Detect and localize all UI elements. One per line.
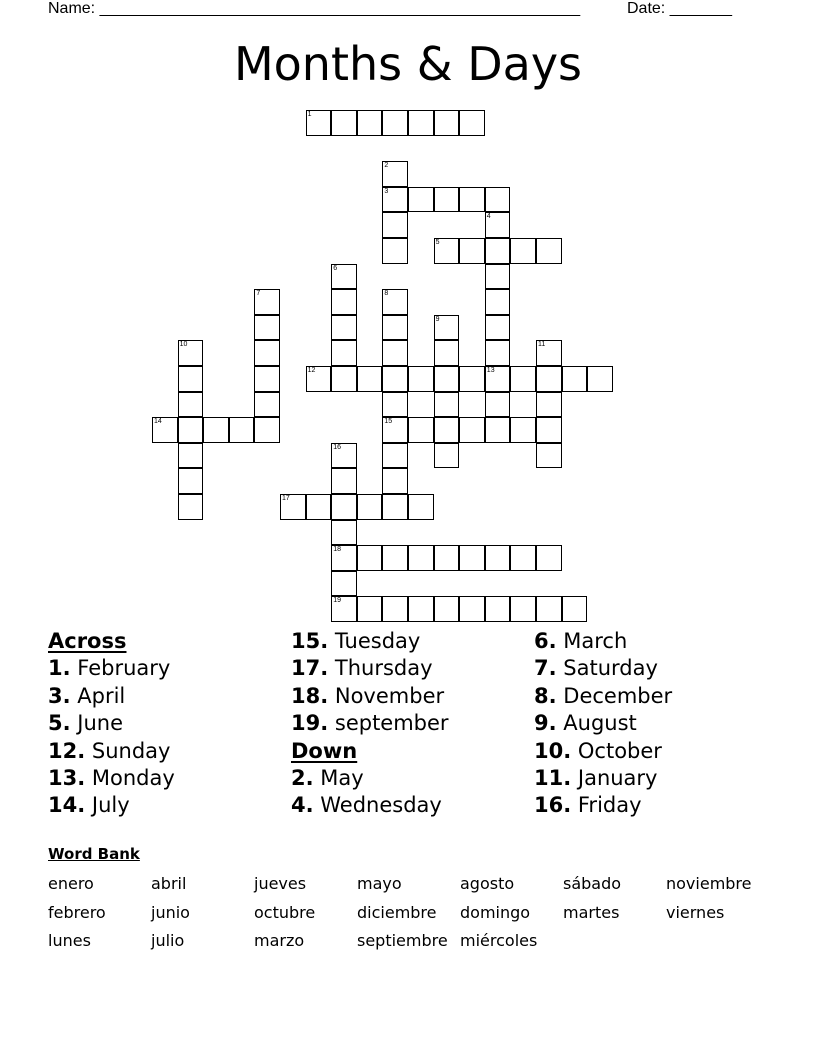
grid-cell[interactable]: [254, 315, 280, 341]
clue-number: 8.: [534, 683, 557, 708]
grid-cell[interactable]: [178, 494, 204, 520]
clue-number-label: 12: [307, 367, 316, 374]
clue-item: [534, 628, 672, 655]
clue-number: 12.: [48, 738, 86, 763]
word-bank-word: mayo: [357, 874, 402, 893]
grid-cell[interactable]: [357, 494, 383, 520]
grid-cell[interactable]: [382, 238, 408, 264]
grid-cell[interactable]: [587, 366, 613, 392]
grid-cell[interactable]: [203, 417, 229, 443]
clue-number: 4.: [291, 793, 314, 818]
clue-item: [534, 792, 672, 819]
grid-cell[interactable]: [459, 187, 485, 213]
page-title: Months & Days: [233, 37, 583, 91]
grid-cell[interactable]: [408, 110, 434, 136]
clue-text: Saturday: [556, 656, 658, 681]
grid-cell[interactable]: [485, 596, 511, 622]
clue-text: Friday: [571, 793, 642, 818]
clue-item: [48, 792, 175, 819]
grid-cell[interactable]: [382, 110, 408, 136]
clue-number: 14.: [48, 793, 86, 818]
clue-number: 9.: [534, 711, 557, 736]
grid-cell[interactable]: [485, 315, 511, 341]
grid-cell[interactable]: [178, 366, 204, 392]
clue-number-label: 6: [333, 264, 338, 272]
clue-column-3: [534, 628, 672, 820]
grid-cell[interactable]: [562, 596, 588, 622]
grid-cell[interactable]: [382, 468, 408, 494]
clue-number-label: 1: [307, 111, 312, 118]
clue-number-label: 5: [435, 239, 440, 246]
grid-cell[interactable]: [434, 417, 460, 443]
word-bank-word: jueves: [254, 874, 307, 893]
grid-cell[interactable]: [178, 443, 204, 469]
word-bank-word: sábado: [563, 874, 622, 893]
grid-cell[interactable]: [382, 545, 408, 571]
grid-cell[interactable]: [434, 340, 460, 366]
grid-cell[interactable]: [459, 366, 485, 392]
grid-cell[interactable]: [331, 110, 357, 136]
clue-item: [291, 655, 449, 682]
grid-cell[interactable]: [408, 545, 434, 571]
grid-cell[interactable]: [434, 596, 460, 622]
clue-number: 10.: [534, 738, 572, 763]
grid-cell[interactable]: [485, 264, 511, 290]
grid-cell[interactable]: [357, 596, 383, 622]
clue-text: Wednesday: [313, 793, 442, 818]
grid-cell[interactable]: [485, 238, 511, 264]
word-bank-word: viernes: [666, 902, 725, 922]
clue-item: [291, 792, 449, 819]
grid-cell[interactable]: [459, 110, 485, 136]
word-bank-word: domingo: [460, 902, 531, 922]
clue-text: October: [571, 738, 662, 763]
clue-item: [291, 710, 449, 737]
clue-number: 5.: [48, 711, 71, 736]
grid-cell[interactable]: [485, 545, 511, 571]
grid-cell[interactable]: [536, 596, 562, 622]
word-bank-word: martes: [563, 902, 620, 922]
clue-number: 6.: [534, 629, 557, 653]
clue-number: 3.: [48, 683, 71, 708]
grid-cell[interactable]: [254, 392, 280, 418]
clue-text: september: [328, 711, 449, 736]
grid-cell[interactable]: [331, 468, 357, 494]
grid-cell[interactable]: [408, 417, 434, 443]
grid-cell[interactable]: [382, 494, 408, 520]
clue-number: 19.: [291, 711, 329, 736]
grid-cell[interactable]: [357, 366, 383, 392]
grid-cell[interactable]: [485, 340, 511, 366]
clue-number-label: 8: [384, 290, 389, 298]
clue-number: 13.: [48, 766, 86, 791]
grid-cell[interactable]: [357, 545, 383, 571]
clue-item: [534, 765, 672, 792]
word-bank-word: junio: [151, 902, 190, 922]
word-bank-word: enero: [48, 874, 94, 893]
clue-item: [48, 683, 175, 710]
grid-cell[interactable]: [382, 392, 408, 418]
grid-cell[interactable]: [434, 366, 460, 392]
word-bank-word: miércoles: [460, 931, 538, 950]
down-heading: Down: [291, 738, 358, 763]
grid-cell[interactable]: [434, 187, 460, 213]
grid-cell[interactable]: [510, 417, 536, 443]
grid-cell[interactable]: [408, 187, 434, 213]
clue-text: November: [328, 683, 445, 708]
grid-cell[interactable]: [485, 417, 511, 443]
grid-cell[interactable]: [434, 443, 460, 469]
grid-cell[interactable]: [485, 289, 511, 315]
grid-cell[interactable]: [178, 468, 204, 494]
clue-number-label: 18: [333, 546, 341, 554]
grid-cell[interactable]: [510, 596, 536, 622]
clue-number-label: 11: [538, 341, 546, 349]
clue-text: May: [313, 766, 364, 791]
grid-cell[interactable]: [510, 238, 536, 264]
clue-item: [534, 738, 672, 765]
word-bank-word: octubre: [254, 902, 316, 922]
clue-column-2: [291, 628, 449, 820]
grid-cell[interactable]: [382, 596, 408, 622]
grid-cell[interactable]: [331, 340, 357, 366]
clue-number: 17.: [291, 656, 329, 681]
clue-number-label: 15: [384, 418, 393, 426]
clue-item: [534, 710, 672, 737]
grid-cell[interactable]: [485, 392, 511, 418]
clue-number-label: 3: [384, 187, 389, 195]
clue-number-label: 10: [179, 341, 188, 349]
grid-cell[interactable]: [536, 417, 562, 443]
clue-number-label: 19: [333, 597, 341, 605]
grid-cell[interactable]: [331, 315, 357, 341]
grid-cell[interactable]: [331, 494, 357, 520]
grid-cell[interactable]: [536, 443, 562, 469]
clue-text: Tuesday: [328, 629, 421, 653]
grid-cell[interactable]: [459, 417, 485, 443]
word-bank-word: abril: [151, 874, 187, 893]
date-field-line: Date: _______: [627, 0, 732, 17]
grid-cell[interactable]: [408, 366, 434, 392]
clue-item: [48, 655, 175, 682]
clue-item: [534, 683, 672, 710]
grid-cell[interactable]: [382, 443, 408, 469]
grid-cell[interactable]: [536, 366, 562, 392]
grid-cell[interactable]: [331, 520, 357, 546]
clue-item: [291, 683, 449, 710]
clue-item: [291, 628, 449, 655]
clue-text: July: [85, 793, 130, 818]
grid-cell[interactable]: [357, 110, 383, 136]
clue-text: Monday: [85, 766, 175, 791]
grid-cell[interactable]: [510, 366, 536, 392]
clue-number: 1.: [48, 656, 71, 681]
clue-text: April: [70, 683, 126, 708]
grid-cell[interactable]: [536, 392, 562, 418]
clue-number-label: 13: [486, 367, 495, 374]
grid-cell[interactable]: [331, 571, 357, 597]
grid-cell[interactable]: [408, 494, 434, 520]
clue-item: [48, 710, 175, 737]
grid-cell[interactable]: [306, 494, 332, 520]
clue-number-label: 7: [256, 290, 261, 298]
clue-number: 2.: [291, 766, 314, 791]
grid-cell[interactable]: [434, 110, 460, 136]
grid-cell[interactable]: [254, 417, 280, 443]
clue-item: [291, 765, 449, 792]
clue-item: [48, 738, 175, 765]
clue-text: August: [556, 711, 637, 736]
clue-number: 15.: [291, 629, 329, 653]
grid-cell[interactable]: [536, 545, 562, 571]
grid-cell[interactable]: [408, 596, 434, 622]
grid-cell[interactable]: [382, 366, 408, 392]
clue-number-label: 17: [282, 495, 290, 502]
grid-cell[interactable]: [485, 187, 511, 213]
word-bank-word: noviembre: [666, 874, 752, 893]
clue-number-label: 16: [333, 443, 341, 451]
grid-cell[interactable]: [254, 340, 280, 366]
clue-text: February: [70, 656, 171, 681]
grid-cell[interactable]: [331, 366, 357, 392]
grid-cell[interactable]: [434, 392, 460, 418]
clue-text: March: [556, 629, 628, 653]
clue-item: [534, 655, 672, 682]
clue-item: [48, 765, 175, 792]
clue-number: 11.: [534, 766, 572, 791]
word-bank-word: marzo: [254, 931, 305, 950]
word-bank-word: septiembre: [357, 931, 448, 950]
grid-cell[interactable]: [178, 392, 204, 418]
clue-number: 18.: [291, 683, 329, 708]
word-bank-title: Word Bank: [48, 845, 140, 863]
clue-number-label: 2: [384, 162, 389, 170]
grid-cell[interactable]: [434, 545, 460, 571]
across-heading: Across: [48, 629, 127, 653]
clue-text: Sunday: [85, 738, 171, 763]
grid-cell[interactable]: [382, 212, 408, 238]
clue-text: December: [556, 683, 673, 708]
clue-column-1: [48, 628, 175, 820]
clue-text: Thursday: [328, 656, 433, 681]
word-bank-word: agosto: [460, 874, 515, 893]
clue-number: 16.: [534, 793, 572, 818]
grid-cell[interactable]: [459, 238, 485, 264]
name-field-line: Name: ______________________________________________________: [48, 0, 581, 17]
grid-cell[interactable]: [536, 238, 562, 264]
grid-cell[interactable]: [562, 366, 588, 392]
word-bank-word: febrero: [48, 902, 106, 922]
grid-cell[interactable]: [229, 417, 255, 443]
clue-text: June: [70, 711, 124, 736]
grid-cell[interactable]: [382, 315, 408, 341]
grid-cell[interactable]: [459, 596, 485, 622]
clue-number-label: 14: [154, 418, 162, 426]
clue-number: 7.: [534, 656, 557, 681]
clue-number-label: 4: [486, 213, 491, 221]
grid-cell[interactable]: [382, 340, 408, 366]
grid-cell[interactable]: [178, 417, 204, 443]
grid-cell[interactable]: [254, 366, 280, 392]
clue-number-label: 9: [435, 315, 440, 323]
word-bank-word: diciembre: [357, 902, 437, 922]
grid-cell[interactable]: [510, 545, 536, 571]
grid-cell[interactable]: [331, 289, 357, 315]
word-bank-word: julio: [151, 931, 185, 950]
word-bank-word: lunes: [48, 931, 91, 950]
clue-text: January: [571, 766, 658, 791]
grid-cell[interactable]: [459, 545, 485, 571]
